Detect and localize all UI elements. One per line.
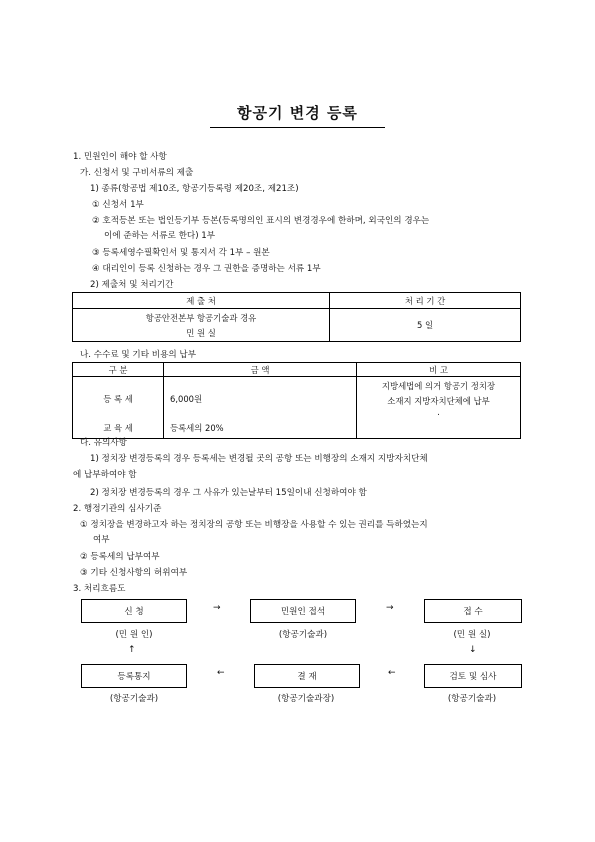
fee-amount-education: 등록세의 20% [170, 423, 224, 433]
flow-step-receipt-applicant-org: (항공기술과) [278, 630, 328, 640]
flow-step-apply-label: 신 청 [124, 607, 144, 617]
arrow-left-icon: ← [388, 668, 396, 678]
fee-note-cell [357, 377, 521, 439]
flow-step-notify-org: (항공기술과) [109, 694, 159, 704]
fee-label-registration: 등 록 세 [103, 394, 133, 404]
section-1-heading: 1. 민원인이 해야 할 사항 [73, 152, 167, 162]
fee-table [72, 362, 521, 439]
office-header: 제 출 처 [73, 293, 330, 309]
arrow-right-icon: → [386, 603, 394, 613]
subsection-ga: 가. 신청서 및 구비서류의 제출 [80, 168, 194, 178]
fee-note-line-1: 지방세법에 의거 항공기 정치장 [381, 381, 496, 391]
criterion-2: ② 등록세의 납부여부 [80, 552, 160, 562]
doc-item-3: ③ 등록세영수필확인서 및 통지서 각 1부 – 원본 [92, 248, 270, 258]
period-cell: 5 일 [330, 309, 521, 342]
flow-step-approve-org: (항공기술과장) [277, 694, 335, 704]
document-kind: 1) 종류(항공법 제10조, 항공기등록령 제20조, 제21조) [90, 184, 299, 194]
flow-step-receive-org: (민 원 실) [453, 630, 491, 640]
fee-amount-cell [164, 377, 357, 439]
section-3-heading: 3. 처리흐름도 [73, 584, 126, 594]
flow-step-receive [424, 599, 522, 623]
office-line-1: 항공안전본부 항공기술과 경유 [145, 312, 257, 323]
subsection-na: 나. 수수료 및 기타 비용의 납부 [80, 350, 197, 360]
arrow-left-icon: ← [217, 668, 225, 678]
criterion-1: ① 정치장을 변경하고자 하는 정치장의 공항 또는 비행장을 사용할 수 있는 권리를 득하였는지 [80, 520, 428, 530]
note-1-cont: 에 납부하여야 함 [73, 470, 137, 480]
fee-col-amount: 금 액 [164, 363, 357, 377]
flow-step-approve-label: 결 재 [297, 672, 317, 682]
fee-col-note: 비 고 [357, 363, 521, 377]
flow-step-receipt-applicant-label: 민원인 접석 [280, 607, 326, 617]
flow-step-review-label: 검토 및 심사 [449, 672, 497, 682]
fee-amount-registration: 6,000원 [170, 394, 203, 404]
doc-item-4: ④ 대리인이 등록 신청하는 경우 그 권한을 증명하는 서류 1부 [92, 264, 321, 274]
office-line-2: 민 원 실 [186, 327, 216, 338]
flow-step-review [424, 664, 522, 688]
doc-item-1: ① 신청서 1부 [92, 200, 144, 210]
fee-note-line-3: . [437, 407, 440, 417]
section-2-heading: 2. 행정기관의 심사기준 [73, 504, 162, 514]
fee-label-education: 교 육 세 [103, 423, 133, 433]
flow-step-receipt-applicant [250, 599, 356, 623]
flow-step-approve [254, 664, 360, 688]
subsection-da: 다. 유의사항 [80, 438, 127, 448]
flow-step-notify [81, 664, 187, 688]
flow-step-apply-org: (민 원 인) [115, 630, 153, 640]
office-cell [73, 309, 330, 342]
period-header: 처 리 기 간 [330, 293, 521, 309]
flow-step-apply [81, 599, 187, 623]
flow-step-receive-label: 접 수 [463, 607, 483, 617]
fee-category-cell [73, 377, 164, 439]
criterion-1-cont: 여부 [93, 535, 110, 545]
note-1: 1) 정치장 변경등록의 경우 등록세는 변경될 곳의 공항 또는 비행장의 소재지 지방자치단체 [90, 454, 428, 464]
arrow-up-icon: ↑ [128, 645, 136, 655]
arrow-right-icon: → [213, 603, 221, 613]
doc-item-2: ② 호적등본 또는 법인등기부 등본(등록명의인 표시의 변경경우에 한하며, 외국인의 경우는 [92, 216, 430, 226]
page-title: 항공기 변경 등록 [210, 102, 385, 128]
note-2: 2) 정치장 변경등록의 경우 그 사유가 있는날부터 15일이내 신청하여야 함 [90, 488, 367, 498]
flow-step-review-org: (항공기술과) [447, 694, 497, 704]
arrow-down-icon: ↓ [469, 645, 477, 655]
doc-item-2-cont: 이에 준하는 서류로 한다) 1부 [104, 231, 216, 241]
flow-step-notify-label: 등록통지 [117, 672, 151, 682]
office-heading: 2) 제출처 및 처리기간 [90, 280, 174, 290]
fee-note-line-2: 소재지 지방자치단체에 납부 [387, 396, 490, 406]
office-table [72, 292, 521, 342]
fee-col-category: 구 분 [73, 363, 164, 377]
criterion-3: ③ 기타 신청사항의 허위여부 [80, 568, 188, 578]
